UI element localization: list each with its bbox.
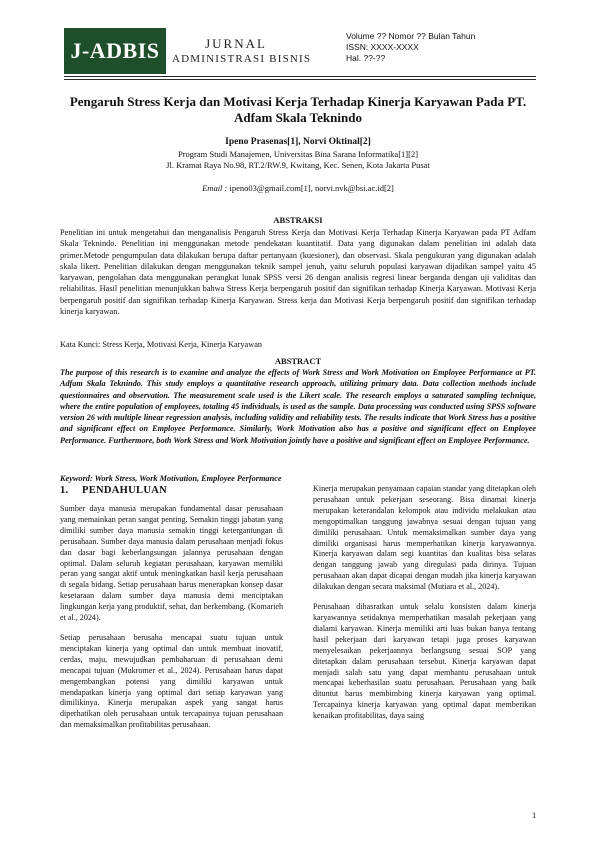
left-paragraph-1: Sumber daya manusia merupakan fundamental dasar perusahaan yang memainkan peran sangat penting. Semakin tinggi jabatan yang dimiliki sumber daya manusia semakin tinggi ketergantungan di perusahaan. Sumber daya manusia dalam perusahaan menjadi fokus dan dasar bagi keberlangsungan jalannya perusahaan dengan optimal. Dalam seluruh kegiatan perusahaan, karyawan memiliki peran yang sangat aktif untuk meningkatkan hasil kerja perusahaan di segala bidang. Setiap perusahaan harus menerapkan konsep dasar kesetaraan dalam sumber daya manusia demi menciptakan lingkungan kerja yang produktif, sehat, dan berkembang. (Komarieh et al., 2024). bbox=[60, 504, 283, 623]
right-paragraph-1: Kinerja merupakan penyamaan capaian standar yang ditetapkan oleh perusahaan untuk pekerjaan seseorang. Bisa dinamai kinerja merupakan keterandalan kelompok atau individu melakukan atau mengoptimalkan tanggung jawabnya sesuai dengan tujuan yang dimiliki perusahaan. Untuk memaksimalkan sumber daya yang dimiliki organisasi harus memperhatikan kinerja karyawannya. Kinerja karyawan dalam segi kuantitas dan kualitas bisa selaras dengan tanggung jawab yang diregulasi pada dirinya. Tujuan perusahaan akan dapat dicapai dengan mudah jika kinerja karyawan dilakukan dengan secara maksimal (Mutiara et al., 2024). bbox=[313, 484, 536, 592]
journal-header bbox=[64, 28, 536, 74]
right-paragraph-2: Perusahaan dihasratkan untuk selalu konsisten dalam kinerja karyawannya setidaknya memperhatikan masalah pekerjaan yang dialami karyawan. Kinerja memiliki arti luas bukan hanya tentang hasil pekerjaan dari karyawan tetapi juga proses karyawan menyelesaikan pekerjaannya berlangsung sesuai SOP yang ditetapkan dalam perusahaan tersebut. Kinerja karyawan dapat menjadi salah satu yang dapat membantu perusahaan untuk mencapai keberhasilan suatu perusahaan. Perusahaan yang baik dituntut harus membimbing kinerja karyawan yang optimal. Tercapainya kinerja karyawan yang optimal dapat memberikan kenaikan profitabilitas, daya saing bbox=[313, 602, 536, 721]
abstract-heading: ABSTRACT bbox=[274, 356, 322, 366]
logo-text: J-ADBIS bbox=[70, 38, 160, 63]
email-addresses[interactable]: ipeno03@gmail.com[1], norvi.nvk@bsi.ac.id[2] bbox=[227, 183, 394, 193]
abstrak-heading: ABSTRAKSI bbox=[273, 215, 323, 225]
abstract-body: The purpose of this research is to examine and analyze the effects of Work Stress and Work Motivation on Employee Performance at PT. Adfam Skala Teknindo. This study employs a quantitative research approach, utilizing primary data. Data collection methods include questionnaires and observation. The measurement scale used is the Likert scale. The research employs a saturated sampling technique, where the entire population of employees, totaling 45 individuals, is used as the sample. Data processing was conducted using SPSS software version 26 with multiple linear regression analysis, including validity and reliability tests. The results indicate that Work Stress has a positive and significant effect on Employee Performance. Similarly, Work Motivation also has a positive and significant effect on Employee Performance. Furthermore, both Work Stress and Work Motivation jointly have a positive and significant effect on Employee Performance. bbox=[60, 368, 536, 445]
affiliation-line-2: Jl. Kramat Raya No.98, RT.2/RW.9, Kwitang, Kec. Senen, Kota Jakarta Pusat bbox=[166, 160, 430, 170]
section-number: 1. bbox=[60, 485, 69, 496]
journal-name bbox=[172, 36, 312, 65]
journal-name-line1: JURNAL bbox=[205, 36, 267, 51]
section-heading-pendahuluan bbox=[60, 485, 167, 496]
page-number: 1 bbox=[532, 810, 537, 820]
author-emails bbox=[60, 183, 536, 193]
issn-info: ISSN: XXXX-XXXX bbox=[346, 42, 419, 52]
left-column bbox=[60, 504, 283, 740]
journal-name-line2: ADMINISTRASI BISNIS bbox=[172, 53, 312, 65]
abstract-keywords: Keyword: Work Stress, Work Motivation, Employee Performance bbox=[60, 474, 282, 483]
paper-authors: Ipeno Prasenas[1], Norvi Oktinal[2] bbox=[225, 137, 371, 147]
volume-info: Volume ?? Nomor ?? Bulan Tahun bbox=[346, 31, 476, 41]
right-column bbox=[313, 484, 536, 731]
left-paragraph-2: Setiap perusahaan berusaha mencapai suatu tujuan untuk menciptakan kinerja yang optimal dan untuk membuat inovatif, cerdas, maju, mewujudkan pembaharuan di perusahaan demi mencapai tujuan (Mukromer et al., 2024). Perusahaan harus dapat mengembangkan potensi yang dimiliki karyawan untuk mendapatkan kinerja yang optimal dari setiap karyawan yang dimilikinya. Kinerja merupakan aspek yang sangat harus diperhatikan oleh perusahaan untuk tercapainya tujuan perusahaan dan memaksimalkan profitabilitas perusahaan. bbox=[60, 632, 283, 730]
header-rule-bottom bbox=[64, 79, 536, 80]
paper-title: Pengaruh Stress Kerja dan Motivasi Kerja Terhadap Kinerja Karyawan Pada PT. Adfam Skala Teknindo bbox=[69, 94, 527, 125]
page-range: Hal. ??-?? bbox=[346, 53, 386, 63]
affiliation-line-1: Program Studi Manajemen, Universitas Bina Sarana Informatika[1][2] bbox=[177, 149, 419, 159]
abstrak-keywords: Kata Kunci: Stress Kerja, Motivasi Kerja, Kinerja Karyawan bbox=[60, 340, 263, 349]
header-rule-top bbox=[64, 76, 536, 77]
journal-meta bbox=[346, 31, 475, 64]
abstrak-body: Penelitian ini untuk mengetahui dan menganalisis Pengaruh Stress Kerja dan Motivasi Kerja Terhadap Kinerja Karyawan pada PT Adfam Skala Teknindo. Penelitian ini menggunakan metode pendekatan kuantitatif. Data yang digunakan dalam penelitian ini adalah data primer.Metode pengumpulan data dilakukan berupa daftar pertanyaan (kuesioner), dan observasi. Skala pengukuran yang digunakan adalah skala likert. Penelitian dilakukan dengan menggunakan teknik sampel jenuh, yaitu seluruh populasi karyawan dijadikan sampel yaitu 45 karyawan, pengolahan data menggunakan perangkat lunak SPSS versi 26 dengan analisis regresi linear berganda dengan uji validitas dan reliabilitas. Hasil penelitian menunjukkan bahwa Stress Kerja berpengaruh positif dan signifikan terhadap Kinerja Karyawan. Motivasi Kerja berpengaruh positif dan signifikan terhadap Kinerja Karyawan. Stress kerja dan Motivasi Kerja berpengaruh positif dan signifikan terhadap kinerja karyawan. bbox=[60, 228, 536, 316]
journal-logo bbox=[64, 28, 166, 74]
affiliation bbox=[60, 149, 536, 171]
email-label: Email : bbox=[202, 183, 228, 193]
section-title: PENDAHULUAN bbox=[82, 485, 167, 496]
